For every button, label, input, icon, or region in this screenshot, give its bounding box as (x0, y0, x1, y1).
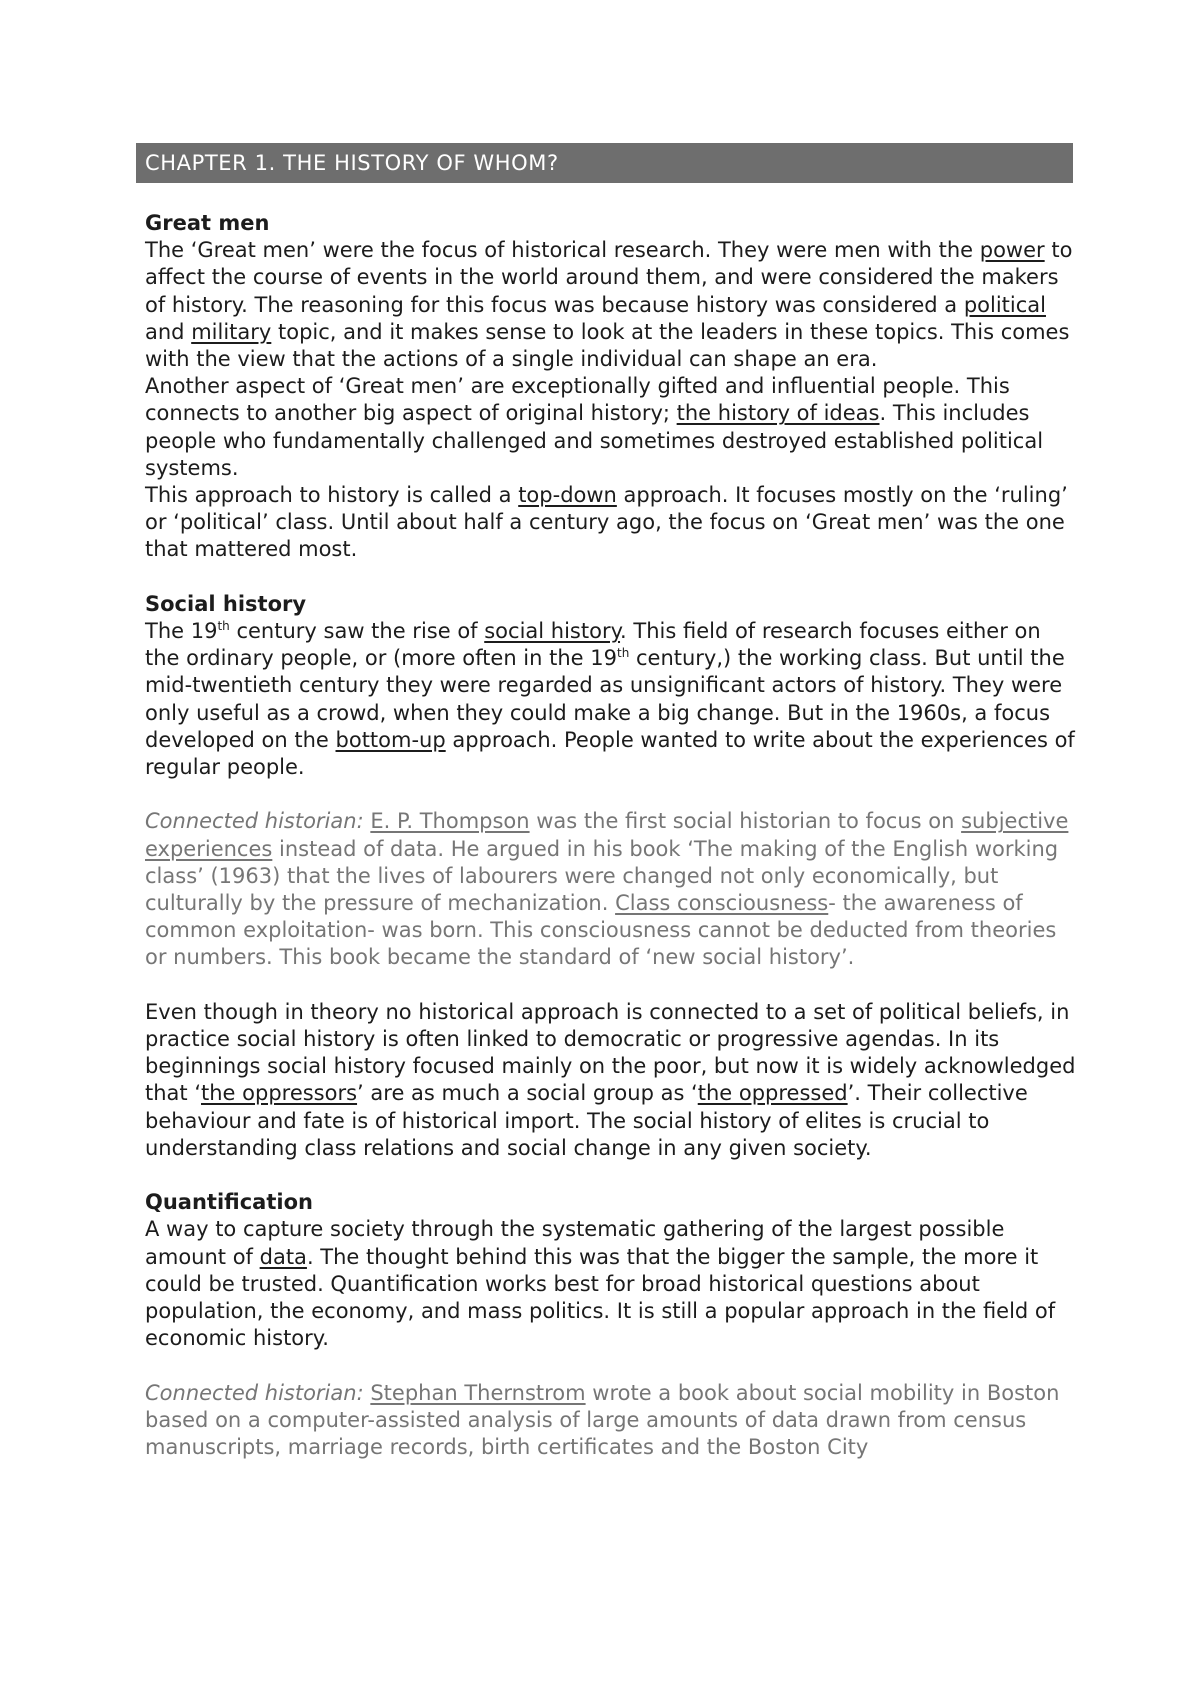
heading-quantification: Quantification (145, 1190, 313, 1215)
term-political: political (963, 292, 1046, 317)
term-bottom-up: bottom-up (335, 727, 446, 752)
document-body (145, 210, 1080, 1461)
social-history-paragraph-2: Even though in theory no historical approach is connected to a set of political beliefs, in practice social history is often linked to democratic or progressive agendas. In its beginnings social history focused mainly on the poor, but now it is widely acknowledged that ‘the oppressors’ are as much a social group as ‘the oppressed’. Their collective behaviour and fate is of historical import. The social history of elites is crucial to understanding class relations and social change in any given society. (145, 999, 1076, 1160)
great-men-paragraph-1: The ‘Great men’ were the focus of historical research. They were men with the power to affect the course of events in the world around them, and were considered the makers of history. The reasoning for this focus was because history was considered a political and military topic, and it makes sense to look at the leaders in these topics. This comes with the view that the actions of a single individual can shape an era. (145, 238, 1073, 372)
great-men-paragraph-2: Another aspect of ‘Great men’ are exceptionally gifted and influential people. This connects to another big aspect of original history; the history of ideas. This includes people who fundamentally challenged and sometimes destroyed established political systems. (145, 374, 1044, 480)
term-the-oppressors: the oppressors (201, 1081, 358, 1106)
connected-historian-thompson: Connected historian: E. P. Thompson was the first social historian to focus on subjective experiences instead of data. He argued in his book ‘The making of the English working class’ (1963) that the lives of labourers were changed not only economically, but culturally by the pressure of mechanization. Class consciousness- the awareness of common exploitation- was born. This consciousness cannot be deducted from theories or numbers. This book became the standard of ‘new social history’. (145, 809, 1069, 970)
social-history-paragraph-1: The 19th century saw the rise of social history. This field of research focuses either on the ordinary people, or (more often in the 19th century,) the working class. But until the mid-twentieth century they were regarded as unsignificant actors of history. They were only useful as a crowd, when they could make a big change. But in the 1960s, a focus developed on the bottom-up approach. People wanted to write about the experiences of regular people. (145, 619, 1075, 780)
term-military: military (191, 319, 272, 344)
term-social-history: social history (484, 619, 621, 644)
term-the-oppressed: the oppressed (697, 1081, 848, 1106)
historian-name-thompson: E. P. Thompson (370, 809, 530, 834)
historian-name-thernstrom: Stephan Thernstrom (370, 1380, 586, 1405)
term-class-consciousness: Class consciousness (615, 891, 829, 916)
term-top-down: top-down (518, 483, 617, 508)
heading-social-history: Social history (145, 591, 307, 616)
term-data: data (259, 1244, 307, 1269)
heading-great-men: Great men (145, 211, 270, 235)
term-power: power (979, 238, 1045, 263)
chapter-title: CHAPTER 1. THE HISTORY OF WHOM? (136, 143, 1073, 183)
connected-historian-thernstrom: Connected historian: Stephan Thernstrom wrote a book about social mobility in Boston based on a computer-assisted analysis of large amounts of data drawn from census manuscripts, marriage records, birth certificates and the Boston City (145, 1380, 1060, 1460)
term-subjective-experiences: subjective experiences (145, 809, 1069, 861)
quantification-paragraph-1: A way to capture society through the systematic gathering of the largest possible amount of data. The thought behind this was that the bigger the sample, the more it could be trusted. Quantification works best for broad historical questions about population, the economy, and mass politics. It is still a popular approach in the field of economic history. (145, 1217, 1056, 1351)
great-men-paragraph-3: This approach to history is called a top-down approach. It focuses mostly on the ‘ruling’ or ‘political’ class. Until about half a century ago, the focus on ‘Great men’ was the one that mattered most. (145, 483, 1068, 562)
term-history-of-ideas: the history of ideas (676, 401, 880, 426)
